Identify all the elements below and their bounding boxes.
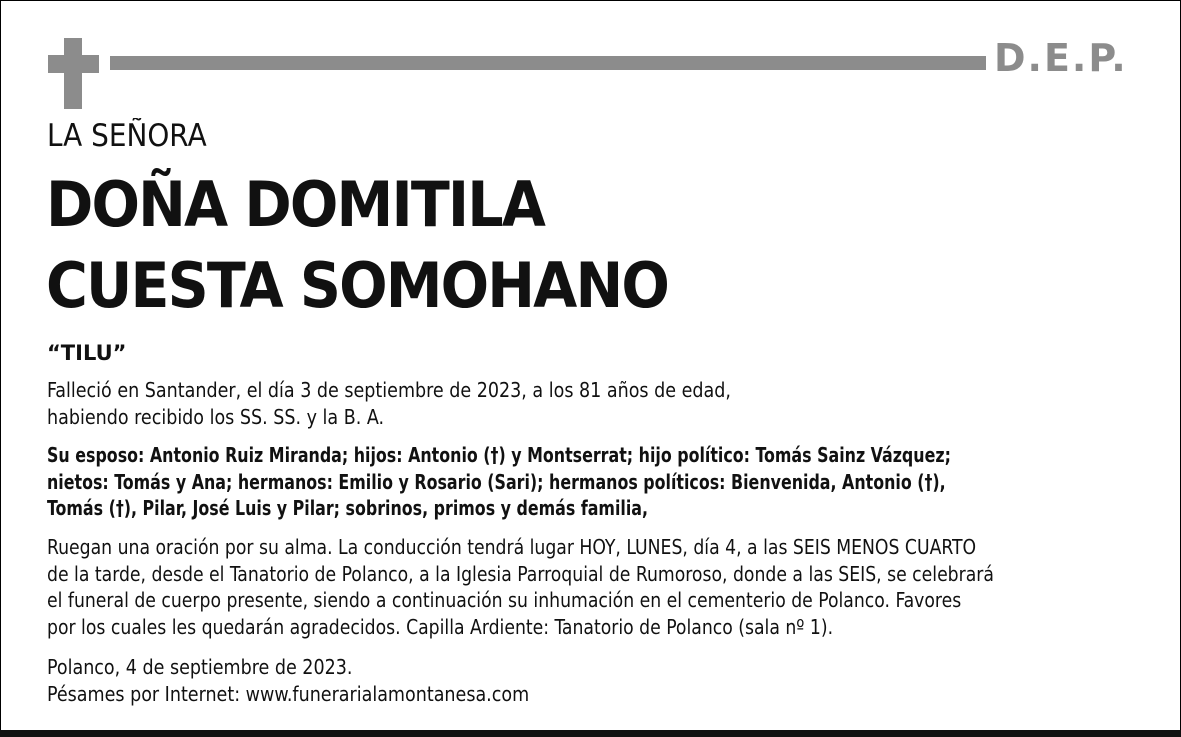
cross-icon-bar	[48, 55, 99, 73]
closing-paragraph	[47, 654, 1147, 707]
header-rule	[110, 56, 986, 70]
family-line: Su esposo: Antonio Ruiz Miranda; hijos: Antonio (†) y Montserrat; hijo político: Tomás Sainz Vázquez;	[47, 443, 951, 467]
bottom-border-bar	[0, 730, 1181, 737]
cross-icon	[64, 38, 82, 109]
nickname: “TILU”	[47, 341, 127, 365]
family-line: nietos: Tomás y Ana; hermanos: Emilio y Rosario (Sari); hermanos políticos: Bienvenida, Antonio (†),	[47, 469, 946, 494]
family-paragraph	[47, 442, 1147, 522]
deceased-name-line-2: CUESTA SOMOHANO	[46, 249, 669, 322]
service-line: por los cuales les quedarán agradecidos. Capilla Ardiente: Tanatorio de Polanco (sala nº 1).	[47, 614, 834, 639]
place-date: Polanco, 4 de septiembre de 2023.	[47, 655, 353, 679]
death-notice-paragraph	[47, 377, 1147, 430]
service-paragraph	[47, 534, 1147, 640]
death-notice-line: Falleció en Santander, el día 3 de septiembre de 2023, a los 81 años de edad,	[47, 378, 731, 402]
honorific-title: LA SEÑORA	[47, 118, 207, 154]
condolences-line: Pésames por Internet: www.funerarialamontanesa.com	[47, 681, 530, 706]
dep-label: D.E.P.	[994, 36, 1128, 80]
death-notice-line: habiendo recibido los SS. SS. y la B. A.	[47, 404, 385, 429]
deceased-name-line-1: DOÑA DOMITILA	[46, 168, 545, 241]
service-line: el funeral de cuerpo presente, siendo a continuación su inhumación en el cementerio de Polanco. Favores	[47, 588, 962, 612]
service-line: Ruegan una oración por su alma. La conducción tendrá lugar HOY, LUNES, día 4, a las SEIS MENOS CUARTO	[47, 535, 977, 559]
service-line: de la tarde, desde el Tanatorio de Polanco, a la Iglesia Parroquial de Rumoroso, donde a las SEIS, se celebrará	[47, 561, 994, 586]
family-line: Tomás (†), Pilar, José Luis y Pilar; sobrinos, primos y demás familia,	[47, 496, 648, 520]
